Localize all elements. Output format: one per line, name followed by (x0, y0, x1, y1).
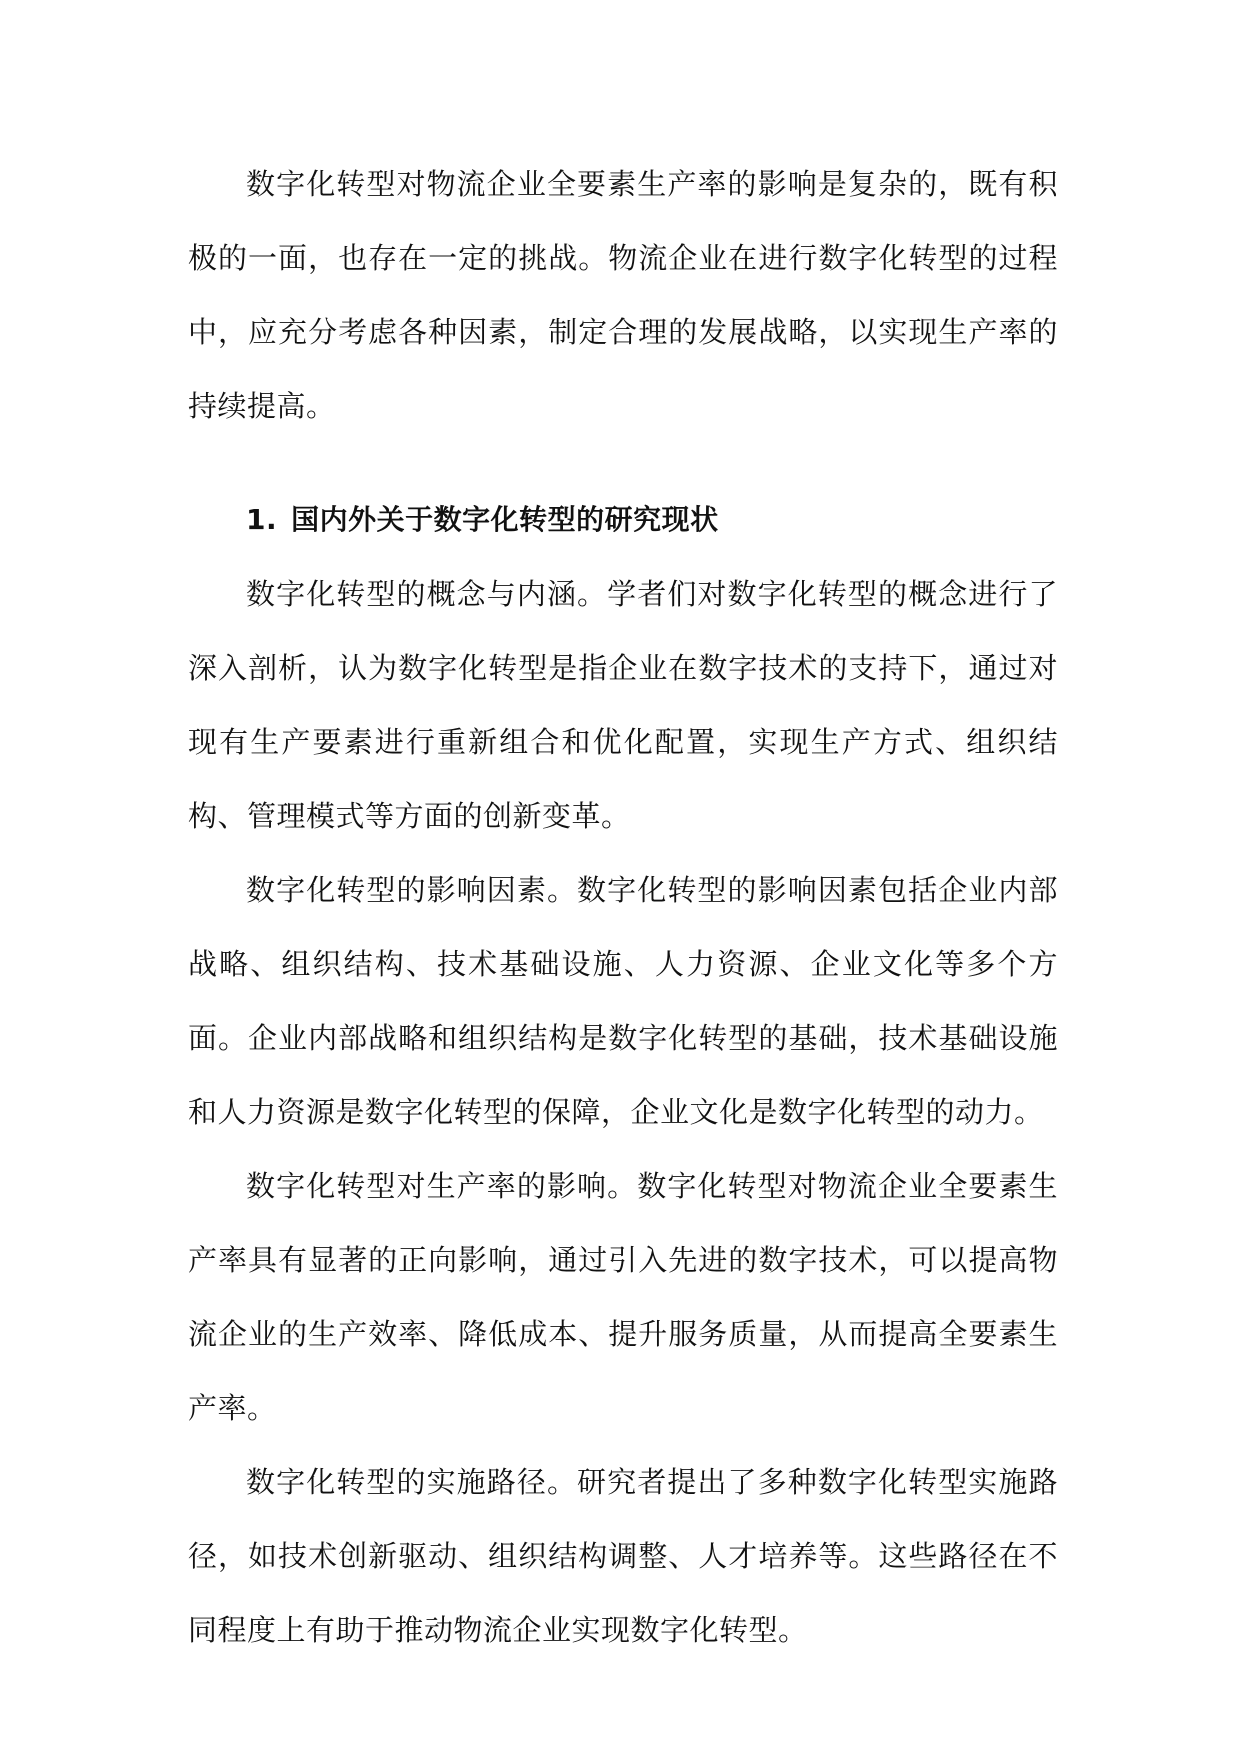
section-title: 国内外关于数字化转型的研究现状 (291, 503, 719, 536)
intro-paragraph: 数字化转型对物流企业全要素生产率的影响是复杂的，既有积极的一面，也存在一定的挑战。物流企业在进行数字化转型的过程中，应充分考虑各种因素，制定合理的发展战略，以实现生产率的持续提高。 (188, 167, 1058, 423)
paragraph-spacer (188, 443, 1058, 483)
paragraph-concept: 数字化转型的概念与内涵。学者们对数字化转型的概念进行了深入剖析，认为数字化转型是指企业在数字技术的支持下，通过对现有生产要素进行重新组合和优化配置，实现生产方式、组织结构、管理模式等方面的创新变革。 (188, 577, 1058, 833)
section-heading (188, 483, 1058, 557)
paragraph-implementation: 数字化转型的实施路径。研究者提出了多种数字化转型实施路径，如技术创新驱动、组织结构调整、人才培养等。这些路径在不同程度上有助于推动物流企业实现数字化转型。 (188, 1465, 1058, 1647)
paragraph-productivity: 数字化转型对生产率的影响。数字化转型对物流企业全要素生产率具有显著的正向影响，通过引入先进的数字技术，可以提高物流企业的生产效率、降低成本、提升服务质量，从而提高全要素生产率。 (188, 1169, 1058, 1425)
document-body (188, 147, 1058, 1667)
paragraph-factors: 数字化转型的影响因素。数字化转型的影响因素包括企业内部战略、组织结构、技术基础设施、人力资源、企业文化等多个方面。企业内部战略和组织结构是数字化转型的基础，技术基础设施和人力资源是数字化转型的保障，企业文化是数字化转型的动力。 (188, 873, 1058, 1129)
section-number: 1. (246, 503, 278, 536)
